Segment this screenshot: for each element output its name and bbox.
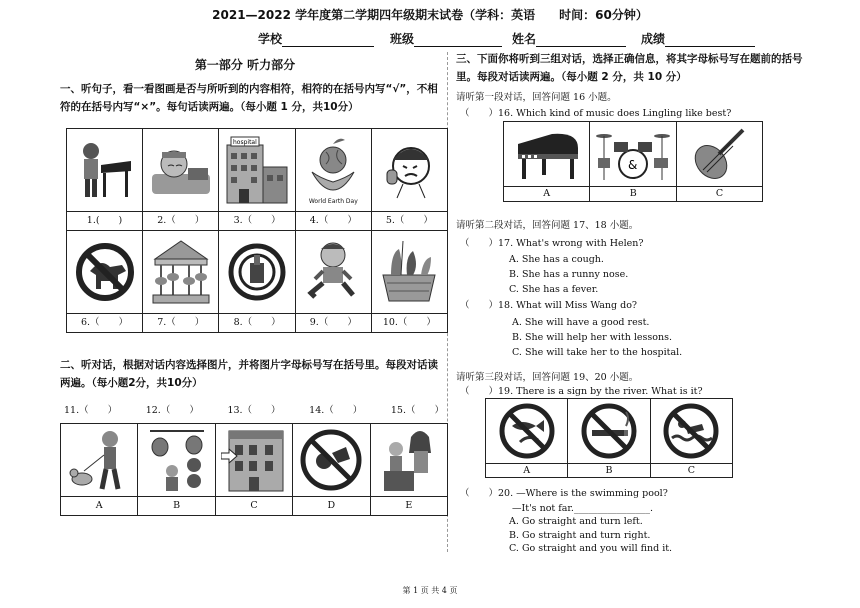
sick-girl-picture xyxy=(143,129,218,211)
section2-instruction: 二、听对话，根据对话内容选择图片，并将图片字母标号写在括号里。每段对话读两遍。（每小题2分，共10分） xyxy=(60,359,438,389)
q20-option-b[interactable]: B. Go straight and turn right. xyxy=(509,530,651,541)
no-smoking-sign-picture xyxy=(568,399,649,463)
q20-question[interactable]: （ ）20. —Where is the swimming pool? xyxy=(460,488,668,499)
q7-blank[interactable]: 7.（ ） xyxy=(157,317,205,328)
q17-option-b[interactable]: B. She has a runny nose. xyxy=(509,269,629,280)
svg-text:&: & xyxy=(628,158,638,172)
q8-blank[interactable]: 8.（ ） xyxy=(233,317,281,328)
page-number: 第 1 页 共 4 页 xyxy=(402,586,458,595)
no-dogs-sign-picture xyxy=(67,231,142,313)
section3-instruction: 三、下面你将听到三组对话，选择正确信息，将其字母标号写在题前的括号里。每段对话读两遍。（每小题 2 分，共 10 分） xyxy=(456,53,803,83)
q11-blank[interactable]: 11.（ ） xyxy=(64,405,118,416)
q14-blank[interactable]: 14.（ ） xyxy=(309,405,363,416)
option-a-label: A xyxy=(95,500,103,511)
toothache-face-picture xyxy=(372,129,447,211)
q16-question[interactable]: （ ）16. Which kind of music does Lingling like best? xyxy=(460,108,732,119)
q19-option-a[interactable]: A xyxy=(523,465,531,476)
q4-blank[interactable]: 4.（ ） xyxy=(309,215,357,226)
lanterns-picture xyxy=(138,424,214,496)
option-e-label: E xyxy=(405,500,413,511)
earth-day-caption: World Earth Day xyxy=(308,197,358,205)
hospital-sign-text: hospital xyxy=(233,139,257,146)
boy-hurt-knee-picture xyxy=(296,231,371,313)
option-c-label: C xyxy=(250,500,258,511)
q19-option-c[interactable]: C xyxy=(687,465,695,476)
walking-dog-picture xyxy=(61,424,137,496)
no-picking-flowers-sign-picture xyxy=(293,424,369,496)
q6-blank[interactable]: 6.（ ） xyxy=(80,317,129,328)
school-field: 学校 xyxy=(258,30,374,47)
section1-picture-grid xyxy=(66,128,448,333)
q16-option-a[interactable]: A xyxy=(543,188,551,199)
piano-picture xyxy=(504,122,589,186)
q20-option-a[interactable]: A. Go straight and turn left. xyxy=(509,516,643,527)
section2-picture-grid xyxy=(60,423,448,516)
q20-answer-line[interactable]: —It's not far.________________. xyxy=(512,503,653,514)
q18-option-c[interactable]: C. She will take her to the hospital. xyxy=(512,347,683,358)
q18-option-a[interactable]: A. She will have a good rest. xyxy=(512,317,650,328)
teacher-and-student-picture xyxy=(371,424,447,496)
dialog1-intro: 请听第一段对话，回答问题 16 小题。 xyxy=(456,92,617,103)
part1-title: 第一部分 听力部分 xyxy=(194,58,296,72)
q3-blank[interactable]: 3.（ ） xyxy=(233,215,281,226)
q19-question[interactable]: （ ）19. There is a sign by the river. What is it? xyxy=(460,386,703,397)
option-d-label: D xyxy=(327,500,336,511)
q12-blank[interactable]: 12.（ ） xyxy=(145,405,199,416)
no-fishing-sign-picture xyxy=(486,399,567,463)
dialog2-intro: 请听第二段对话，回答问题 17、18 小题。 xyxy=(456,220,639,231)
q19-option-b[interactable]: B xyxy=(605,465,613,476)
q10-blank[interactable]: 10.（ ） xyxy=(382,317,436,328)
drum-kit-picture xyxy=(590,122,676,186)
exam-title: 2021—2022 学年度第二学期四年级期末试卷（学科：英语 时间：60分钟） xyxy=(212,8,648,22)
no-littering-sign-picture xyxy=(219,231,294,313)
q17-option-c[interactable]: C. She has a fever. xyxy=(509,284,599,295)
pipa-picture xyxy=(677,122,762,186)
q15-blank[interactable]: 15.（ ） xyxy=(390,405,444,416)
q20-option-c[interactable]: C. Go straight and you will find it. xyxy=(509,543,673,554)
q5-blank[interactable]: 5.（ ） xyxy=(385,215,433,226)
section2-blanks xyxy=(64,402,444,416)
food-basket-picture xyxy=(372,231,447,313)
option-b-label: B xyxy=(173,500,181,511)
carousel-picture xyxy=(143,231,218,313)
class-field: 班级 xyxy=(390,30,502,47)
q16-option-c[interactable]: C xyxy=(715,188,724,199)
q17-option-a[interactable]: A. She has a cough. xyxy=(509,254,604,265)
q19-picture-grid xyxy=(485,398,733,478)
earth-day-picture xyxy=(296,129,371,211)
q13-blank[interactable]: 13.（ ） xyxy=(227,405,281,416)
q18-question[interactable]: （ ）18. What will Miss Wang do? xyxy=(460,300,638,311)
q16-picture-grid xyxy=(503,121,763,202)
hospital-building-picture xyxy=(219,129,294,211)
q2-blank[interactable]: 2.（ ） xyxy=(157,215,205,226)
section1-instruction: 一、听句子，看一看图画是否与所听到的内容相符，相符的在括号内写“√”，不相符的在括号内写“×”。每句话读两遍。（每小题 1 分，共10分） xyxy=(60,83,438,113)
dialog3-intro: 请听第三段对话，回答问题 19、20 小题。 xyxy=(456,372,639,383)
score-field: 成绩 xyxy=(641,30,755,47)
q9-blank[interactable]: 9.（ ） xyxy=(309,317,357,328)
boy-playing-piano-picture xyxy=(67,129,142,211)
name-field: 姓名 xyxy=(512,30,626,47)
no-swimming-sign-picture xyxy=(651,399,732,463)
q1-blank[interactable]: 1.( ) xyxy=(86,215,123,226)
q17-question[interactable]: （ ）17. What's wrong with Helen? xyxy=(460,238,644,249)
q16-option-b[interactable]: B xyxy=(629,188,637,199)
q18-option-b[interactable]: B. She will help her with lessons. xyxy=(512,332,673,343)
building-arrow-picture xyxy=(216,424,292,496)
